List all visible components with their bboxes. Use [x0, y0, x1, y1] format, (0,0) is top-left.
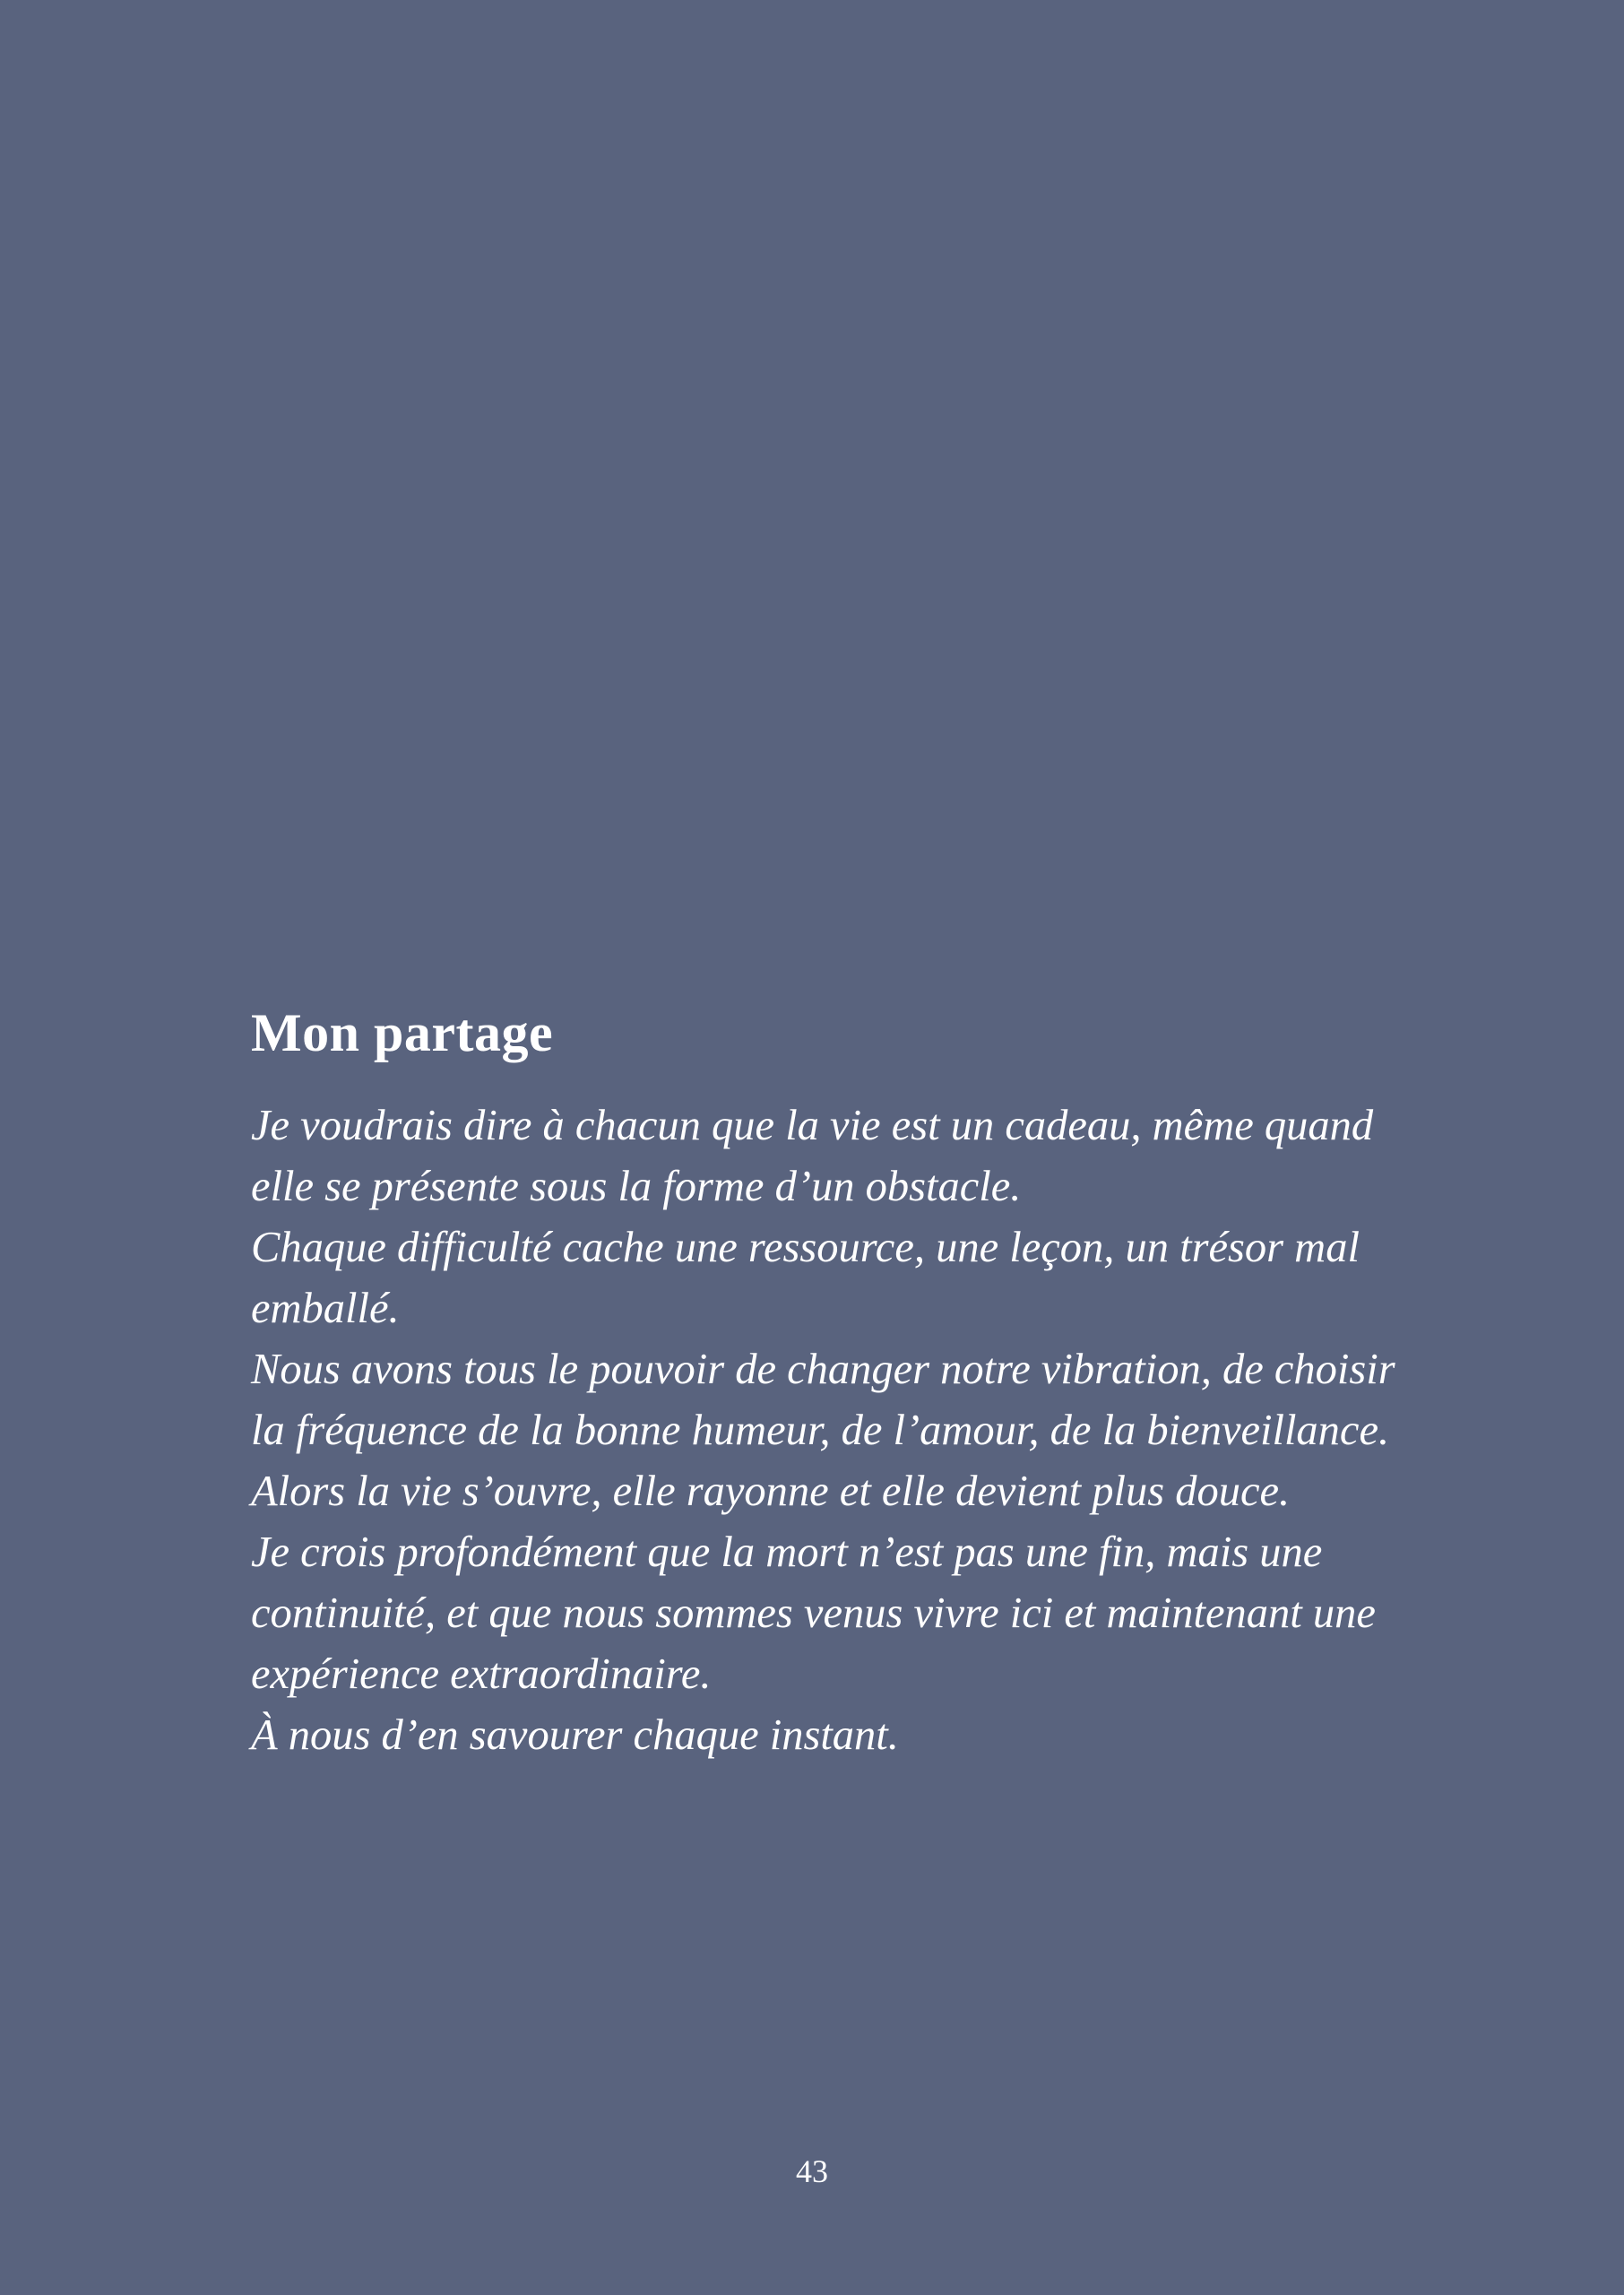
- text-line: expérience extraordinaire.: [251, 1650, 712, 1698]
- section-title: Mon partage: [251, 1003, 554, 1062]
- text-line: Je crois profondément que la mort n’est pas une fin, mais une: [251, 1529, 1323, 1576]
- text-line: Nous avons tous le pouvoir de changer notre vibration, de choisir: [251, 1346, 1395, 1393]
- text-line: Je voudrais dire à chacun que la vie est un cadeau, même quand: [251, 1102, 1374, 1149]
- text-line: continuité, et que nous sommes venus vivre ici et maintenant une: [251, 1589, 1376, 1637]
- text-line: emballé.: [251, 1285, 400, 1332]
- text-line: Chaque difficulté cache une ressource, une leçon, un trésor mal: [251, 1224, 1360, 1271]
- page-number: 43: [796, 2153, 828, 2189]
- text-line: Alors la vie s’ouvre, elle rayonne et elle devient plus douce.: [251, 1468, 1291, 1515]
- body-text: [251, 1096, 1395, 1766]
- text-line: À nous d’en savourer chaque instant.: [251, 1711, 899, 1759]
- text-line: la fréquence de la bonne humeur, de l’amour, de la bienveillance.: [251, 1407, 1390, 1454]
- text-line: elle se présente sous la forme d’un obstacle.: [251, 1163, 1022, 1210]
- content-block: [251, 997, 1395, 1766]
